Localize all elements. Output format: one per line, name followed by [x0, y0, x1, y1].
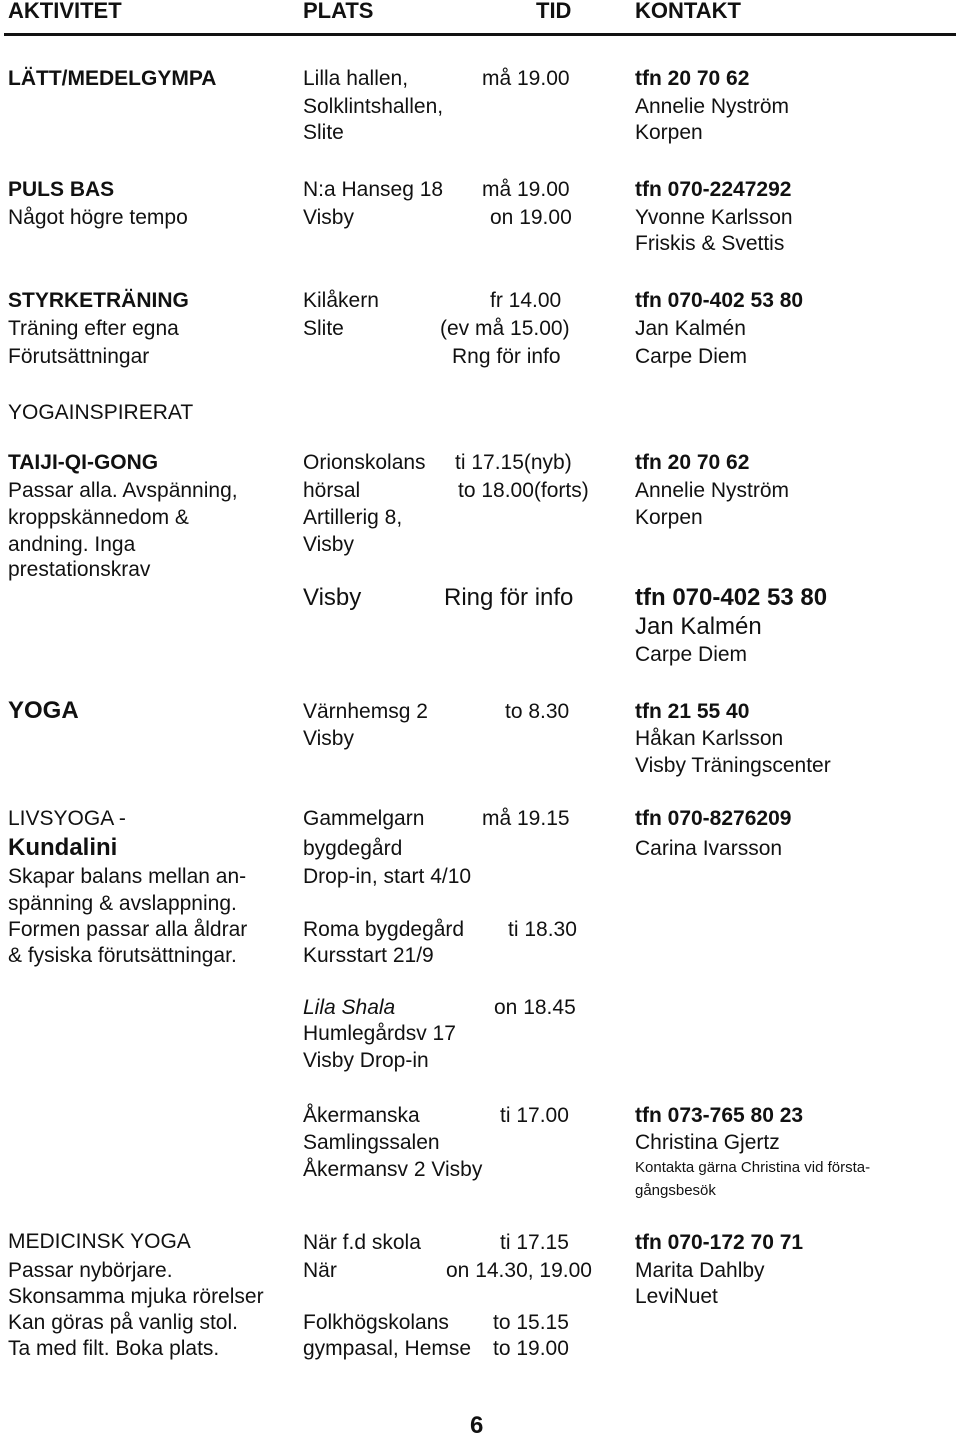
place-text: hörsal [303, 479, 361, 502]
activity-desc: kroppskännedom & [8, 506, 189, 529]
contact-phone: tfn 073-765 80 23 [635, 1104, 804, 1127]
place-text: Lilla hallen, [303, 67, 409, 90]
place-text: Humlegårdsv 17 [303, 1022, 456, 1045]
activity-desc: Ta med filt. Boka plats. [8, 1337, 220, 1360]
contact-phone: tfn 070-8276209 [635, 807, 792, 830]
activity-desc: Passar nybörjare. [8, 1259, 173, 1282]
contact-phone: tfn 21 55 40 [635, 700, 750, 723]
contact-phone: tfn 070-2247292 [635, 178, 792, 201]
place-text: bygdegård [303, 837, 403, 860]
contact-name: Yvonne Karlsson [635, 206, 793, 229]
place-text: När [303, 1259, 337, 1282]
time-text: (ev må 15.00) [440, 317, 570, 340]
place-text: Slite [303, 317, 344, 340]
contact-org: Friskis & Svettis [635, 232, 785, 255]
place-text: Visby [303, 584, 362, 611]
activity-desc: prestationskrav [8, 558, 151, 581]
activity-desc: andning. Inga [8, 533, 136, 556]
header-rule [4, 33, 956, 36]
contact-note: Kontakta gärna Christina vid första- [635, 1159, 871, 1176]
header-aktivitet: AKTIVITET [8, 0, 122, 23]
activity-title: STYRKETRÄNING [8, 289, 189, 312]
contact-phone: tfn 070-402 53 80 [635, 584, 828, 611]
contact-name: Annelie Nyström [635, 95, 790, 118]
section-heading: YOGAINSPIRERAT [8, 401, 194, 424]
place-text: Solklintshallen, [303, 95, 444, 118]
activity-subtitle: Kundalini [8, 834, 118, 861]
place-text: Samlingssalen [303, 1131, 440, 1154]
header-tid: TID [536, 0, 572, 23]
time-text: on 18.45 [494, 996, 576, 1019]
time-text: ti 17.00 [500, 1104, 569, 1127]
activity-title: MEDICINSK YOGA [8, 1230, 191, 1253]
contact-org: Korpen [635, 121, 703, 144]
place-text: N:a Hanseg 18 [303, 178, 444, 201]
activity-desc: Träning efter egna [8, 317, 179, 340]
activity-title: PULS BAS [8, 178, 115, 201]
contact-org: LeviNuet [635, 1285, 718, 1308]
place-text: Gammelgarn [303, 807, 425, 830]
activity-desc: Passar alla. Avspänning, [8, 479, 238, 502]
contact-name: Christina Gjertz [635, 1131, 780, 1154]
activity-desc: Kan göras på vanlig stol. [8, 1311, 238, 1334]
time-text: Ring för info [444, 584, 574, 611]
place-text: Visby [303, 533, 354, 556]
place-text: gympasal, Hemse [303, 1337, 472, 1360]
time-text: to 18.00(forts) [458, 479, 589, 502]
contact-name: Jan Kalmén [635, 317, 746, 340]
place-text: Åkermanska [303, 1104, 420, 1127]
activity-desc: & fysiska förutsättningar. [8, 944, 237, 967]
place-text: Folkhögskolans [303, 1311, 449, 1334]
contact-name: Jan Kalmén [635, 613, 762, 640]
contact-name: Marita Dahlby [635, 1259, 765, 1282]
contact-phone: tfn 070-172 70 71 [635, 1231, 804, 1254]
activity-desc: Formen passar alla åldrar [8, 918, 248, 941]
place-text: Värnhemsg 2 [303, 700, 428, 723]
time-text: on 19.00 [490, 206, 572, 229]
activity-title: LIVSYOGA - [8, 807, 126, 830]
activity-desc: Skonsamma mjuka rörelser [8, 1285, 264, 1308]
activity-desc: Förutsättningar [8, 345, 150, 368]
place-text: Kilåkern [303, 289, 379, 312]
place-text: Orionskolans [303, 451, 426, 474]
place-text: Visby [303, 727, 354, 750]
contact-phone: tfn 070-402 53 80 [635, 289, 804, 312]
contact-note: gångsbesök [635, 1182, 716, 1199]
contact-org: Visby Träningscenter [635, 754, 831, 777]
time-text: to 15.15 [493, 1311, 569, 1334]
contact-phone: tfn 20 70 62 [635, 451, 750, 474]
activity-title: LÄTT/MEDELGYMPA [8, 67, 217, 90]
time-text: må 19.00 [482, 67, 570, 90]
header-kontakt: KONTAKT [635, 0, 741, 23]
activity-desc: Något högre tempo [8, 206, 188, 229]
contact-name: Annelie Nyström [635, 479, 790, 502]
time-text: to 19.00 [493, 1337, 569, 1360]
contact-phone: tfn 20 70 62 [635, 67, 750, 90]
activity-desc: Skapar balans mellan an- [8, 865, 247, 888]
activity-title: TAIJI-QI-GONG [8, 451, 159, 474]
place-text: När f.d skola [303, 1231, 421, 1254]
time-text: Rng för info [452, 345, 561, 368]
time-text: to 8.30 [505, 700, 570, 723]
header-plats: PLATS [303, 0, 374, 23]
time-text: on 14.30, 19.00 [446, 1259, 592, 1282]
place-text: Drop-in, start 4/10 [303, 865, 472, 888]
time-text: må 19.15 [482, 807, 570, 830]
place-text: Lila Shala [303, 996, 396, 1019]
time-text: fr 14.00 [490, 289, 562, 312]
contact-org: Korpen [635, 506, 703, 529]
contact-name: Håkan Karlsson [635, 727, 784, 750]
time-text: ti 17.15(nyb) [455, 451, 572, 474]
time-text: ti 17.15 [500, 1231, 569, 1254]
place-text: Kursstart 21/9 [303, 944, 434, 967]
page-number: 6 [470, 1412, 484, 1439]
contact-org: Carpe Diem [635, 643, 748, 666]
activity-title: YOGA [8, 697, 79, 724]
time-text: må 19.00 [482, 178, 570, 201]
place-text: Åkermansv 2 Visby [303, 1158, 483, 1181]
contact-name: Carina Ivarsson [635, 837, 783, 860]
place-text: Visby [303, 206, 354, 229]
activity-desc: spänning & avslappning. [8, 892, 237, 915]
place-text: Roma bygdegård [303, 918, 465, 941]
place-text: Visby Drop-in [303, 1049, 429, 1072]
contact-org: Carpe Diem [635, 345, 748, 368]
place-text: Artillerig 8, [303, 506, 403, 529]
time-text: ti 18.30 [508, 918, 577, 941]
place-text: Slite [303, 121, 344, 144]
